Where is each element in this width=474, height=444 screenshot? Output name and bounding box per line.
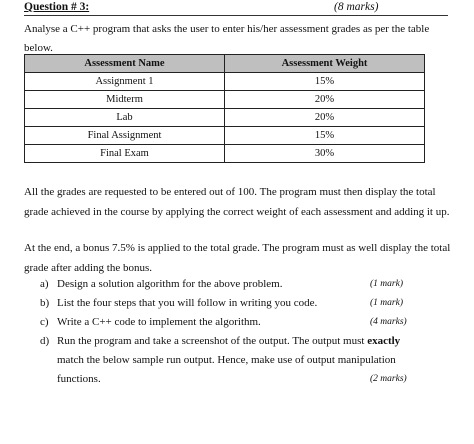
table-row xyxy=(25,73,425,91)
task-text: List the four steps that you will follow in writing you code. xyxy=(57,297,318,309)
task-text-after: match the below sample run output. Hence, make use of output manipulation functions. xyxy=(57,354,396,385)
list-item xyxy=(40,332,454,388)
intro-text: Analyse a C++ program that asks the user to enter his/her assessment grades as per the table below. xyxy=(24,23,430,54)
task-list xyxy=(40,275,454,388)
task-label: b) xyxy=(40,297,50,309)
table-row xyxy=(25,145,425,163)
task-text-before: Run the program and take a screenshot of the output. The output must xyxy=(57,335,368,347)
list-item xyxy=(40,313,454,332)
task-marks: (1 mark) xyxy=(370,279,403,289)
task-label: c) xyxy=(40,316,49,328)
assessment-weight-cell: 20% xyxy=(225,109,425,127)
question-marks: (8 marks) xyxy=(334,1,379,13)
assessment-weight-cell: 20% xyxy=(225,91,425,109)
header-divider xyxy=(24,15,448,16)
task-text-emphasis: exactly xyxy=(367,335,401,347)
assessment-weight-cell: 15% xyxy=(225,127,425,145)
task-text: Design a solution algorithm for the above problem. xyxy=(57,278,283,290)
assessment-weight-cell: 30% xyxy=(225,145,425,163)
question-title: Question # 3: xyxy=(24,1,90,13)
list-item xyxy=(40,294,454,313)
assessment-name-cell: Assignment 1 xyxy=(25,73,225,91)
table-row xyxy=(25,109,425,127)
task-marks: (2 marks) xyxy=(370,374,407,384)
table-header-row xyxy=(25,55,425,73)
assessment-name-cell: Final Assignment xyxy=(25,127,225,145)
assessment-weight-cell: 15% xyxy=(225,73,425,91)
task-marks: (4 marks) xyxy=(370,317,407,327)
bonus-paragraph: At the end, a bonus 7.5% is applied to the total grade. The program must as well display the total grade after adding the bonus. xyxy=(24,242,451,274)
task-label: a) xyxy=(40,278,49,290)
assessment-table xyxy=(24,54,425,163)
task-text: Write a C++ code to implement the algorithm. xyxy=(57,316,261,328)
task-marks: (1 mark) xyxy=(370,298,403,308)
header-assessment-name: Assessment Name xyxy=(25,55,225,73)
assessment-name-cell: Midterm xyxy=(25,91,225,109)
assessment-name-cell: Lab xyxy=(25,109,225,127)
task-label: d) xyxy=(40,335,50,347)
assessment-name-cell: Final Exam xyxy=(25,145,225,163)
table-row xyxy=(25,91,425,109)
table-row xyxy=(25,127,425,145)
grades-paragraph: All the grades are requested to be entered out of 100. The program must then display the total grade achieved in the course by applying the correct weight of each assessment and adding it up. xyxy=(24,186,450,218)
header-assessment-weight: Assessment Weight xyxy=(225,55,425,73)
list-item xyxy=(40,275,454,294)
